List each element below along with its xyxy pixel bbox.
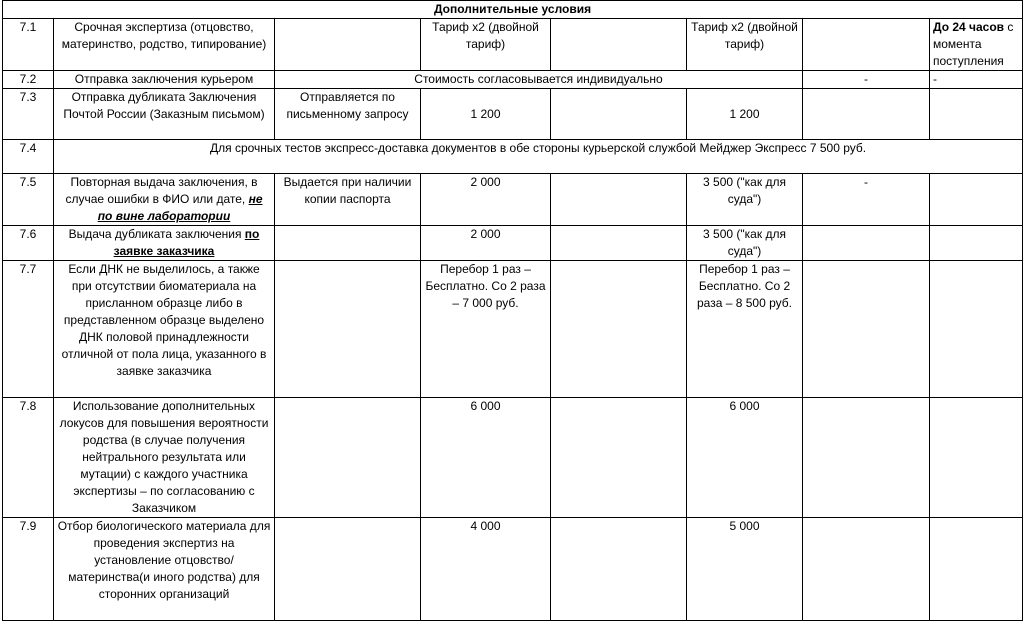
empty-cell — [930, 261, 1023, 398]
row-number: 7.4 — [3, 140, 54, 174]
price-cell: 1 200 — [421, 89, 551, 140]
service-name-text: Выдача дубликата заключения — [68, 227, 245, 241]
row-number: 7.1 — [3, 19, 54, 71]
table-row — [3, 140, 1023, 174]
price-cell: 6 000 — [421, 398, 551, 518]
condition-cell — [275, 19, 421, 71]
price-cell: 6 000 — [687, 398, 803, 518]
service-name: Отправка заключения курьером — [54, 71, 275, 89]
empty-cell — [803, 226, 930, 261]
empty-cell — [551, 19, 687, 71]
dash-cell: - — [930, 71, 1023, 89]
row-number: 7.7 — [3, 261, 54, 398]
row-number: 7.6 — [3, 226, 54, 261]
condition-cell: Выдается при наличии копии паспорта — [275, 174, 421, 226]
empty-cell — [551, 518, 687, 621]
price-cell: 4 000 — [421, 518, 551, 621]
term-cell — [930, 19, 1023, 71]
service-name: Отправка дубликата Заключения Почтой России (Заказным письмом) — [54, 89, 275, 140]
table-row — [3, 398, 1023, 518]
price-cell: Тариф х2 (двойной тариф) — [421, 19, 551, 71]
service-name: Срочная экспертиза (отцовство, материнство, родство, типирование) — [54, 19, 275, 71]
empty-cell — [803, 261, 930, 398]
table-row — [3, 89, 1023, 140]
price-cell: Перебор 1 раз – Бесплатно. Со 2 раза – 7 000 руб. — [421, 261, 551, 398]
row-number: 7.9 — [3, 518, 54, 621]
price-cell: 1 200 — [687, 89, 803, 140]
empty-cell — [930, 226, 1023, 261]
service-name — [54, 226, 275, 261]
dash-cell: - — [803, 174, 930, 226]
condition-cell — [275, 261, 421, 398]
row-number: 7.5 — [3, 174, 54, 226]
term-bold: До 24 часов — [933, 20, 1005, 34]
service-name: Если ДНК не выделилось, а также при отсутствии биоматериала на присланном образце либо в представленном образце выделено ДНК половой принадлежности отличной от пола лица, указанного в заявке заказчика — [54, 261, 275, 398]
row-number: 7.3 — [3, 89, 54, 140]
service-name-emphasis: не по вине лаборатории — [97, 192, 263, 223]
empty-cell — [551, 226, 687, 261]
empty-cell — [551, 89, 687, 140]
term-rest: с момента поступления — [933, 20, 1014, 68]
price-cell: Перебор 1 раз – Бесплатно. Со 2 раза – 8 500 руб. — [687, 261, 803, 398]
table-header-row — [3, 1, 1023, 19]
table-row — [3, 261, 1023, 398]
condition-cell — [275, 226, 421, 261]
service-name-text: Повторная выдача заключения, в случае ошибки в ФИО или дате, — [65, 175, 258, 206]
empty-cell — [551, 174, 687, 226]
empty-cell — [930, 398, 1023, 518]
condition-cell — [275, 518, 421, 621]
price-cell: 2 000 — [421, 174, 551, 226]
service-name: Отбор биологического материала для проведения экспертиз на установление отцовство/материнства(и иного родства) для сторонних организаций — [54, 518, 275, 621]
service-name: Использование дополнительных локусов для повышения вероятности родства (в случае получения нейтрального результата или мутации) с каждого участника экспертизы – по согласованию с Заказчиком — [54, 398, 275, 518]
table-row — [3, 71, 1023, 89]
price-cell: 3 500 ("как для суда") — [687, 226, 803, 261]
price-cell: Тариф х2 (двойной тариф) — [687, 19, 803, 71]
empty-cell — [803, 398, 930, 518]
table-title: Дополнительные условия — [3, 1, 1023, 19]
merged-note: Стоимость согласовывается индивидуально — [275, 71, 803, 89]
empty-cell — [551, 398, 687, 518]
price-cell: 2 000 — [421, 226, 551, 261]
table-row — [3, 518, 1023, 621]
empty-cell — [803, 19, 930, 71]
table-row — [3, 226, 1023, 261]
service-name — [54, 174, 275, 226]
merged-note: Для срочных тестов экспресс-доставка документов в обе стороны курьерской службой Мейджер Экспресс 7 500 руб. — [54, 140, 1023, 174]
empty-cell — [551, 261, 687, 398]
service-name-emphasis: по заявке заказчика — [113, 227, 260, 258]
empty-cell — [930, 174, 1023, 226]
table-row — [3, 19, 1023, 71]
price-cell: 5 000 — [687, 518, 803, 621]
empty-cell — [803, 89, 930, 140]
condition-cell — [275, 398, 421, 518]
empty-cell — [930, 89, 1023, 140]
table-row — [3, 174, 1023, 226]
row-number: 7.8 — [3, 398, 54, 518]
empty-cell — [930, 518, 1023, 621]
additional-conditions-table — [2, 0, 1023, 621]
price-cell: 3 500 ("как для суда") — [687, 174, 803, 226]
row-number: 7.2 — [3, 71, 54, 89]
condition-cell: Отправляется по письменному запросу — [275, 89, 421, 140]
dash-cell: - — [803, 71, 930, 89]
empty-cell — [803, 518, 930, 621]
